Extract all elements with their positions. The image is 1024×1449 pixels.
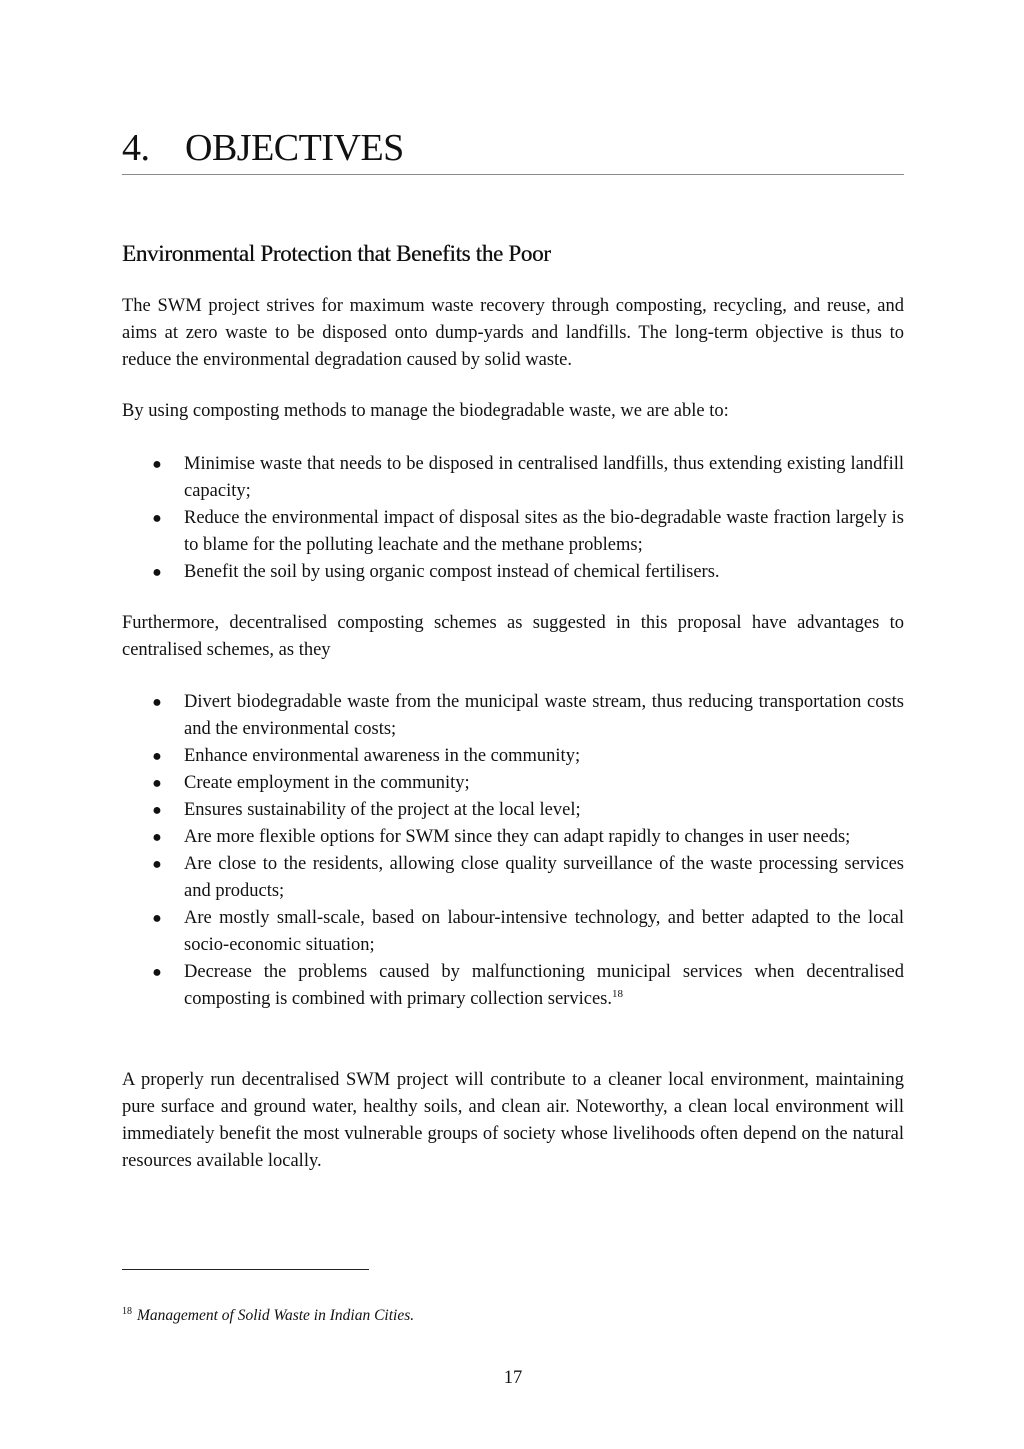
- list-item-text: Benefit the soil by using organic compost instead of chemical fertilisers.: [184, 562, 720, 582]
- list-item: [122, 505, 904, 559]
- list-item-text: Create employment in the community;: [184, 773, 470, 793]
- bullet-icon: ●: [152, 564, 162, 581]
- footnote: [122, 1305, 904, 1327]
- list-item-text: Decrease the problems caused by malfunctioning municipal services when decentralised composting is combined with primary collection services.: [184, 962, 904, 1009]
- list-item: [122, 770, 904, 797]
- list-item-text: Minimise waste that needs to be disposed in centralised landfills, thus extending existing landfill capacity;: [184, 454, 904, 501]
- footnote-reference[interactable]: 18: [611, 987, 623, 1000]
- chapter-title: OBJECTIVES: [185, 127, 404, 169]
- list-item: [122, 451, 904, 505]
- list-item: [122, 559, 904, 586]
- bullet-icon: ●: [152, 829, 162, 846]
- list-item-text: Are mostly small-scale, based on labour-intensive technology, and better adapted to the local socio-economic situation;: [184, 908, 904, 955]
- list-item-text: Are more flexible options for SWM since they can adapt rapidly to changes in user needs;: [184, 827, 851, 847]
- conclusion-paragraph: A properly run decentralised SWM project will contribute to a cleaner local environment, maintaining pure surface and ground water, healthy soils, and clean air. Noteworthy, a clean local environment will immediately benefit the most vulnerable groups of society whose livelihoods often depend on the natural resources available locally.: [122, 1070, 904, 1171]
- section-heading: Environmental Protection that Benefits the Poor: [122, 241, 551, 266]
- page-number: 17: [503, 1368, 523, 1388]
- list-item: [122, 689, 904, 743]
- footnote-text: Management of Solid Waste in Indian Cities.: [137, 1307, 415, 1324]
- composting-benefits-list: [122, 451, 904, 586]
- list-item: [122, 797, 904, 824]
- bullet-icon: ●: [152, 964, 162, 981]
- bullet-icon: ●: [152, 856, 162, 873]
- list-item: [122, 905, 904, 959]
- list-item: [122, 851, 904, 905]
- list-item: [122, 743, 904, 770]
- decentralised-advantages-list: [122, 689, 904, 1013]
- list-item-text: Ensures sustainability of the project at the local level;: [184, 800, 581, 820]
- list-item: [122, 824, 904, 851]
- list-item-text: Reduce the environmental impact of disposal sites as the bio-degradable waste fraction largely is to blame for the polluting leachate and the methane problems;: [184, 508, 904, 555]
- list-item-text: Are close to the residents, allowing close quality surveillance of the waste processing services and products;: [184, 854, 904, 901]
- chapter-heading: [122, 128, 904, 175]
- composting-lead-paragraph: By using composting methods to manage the biodegradable waste, we are able to:: [122, 401, 729, 421]
- bullet-icon: ●: [152, 694, 162, 711]
- bullet-icon: ●: [152, 510, 162, 527]
- bullet-icon: ●: [152, 748, 162, 765]
- list-item-text: Divert biodegradable waste from the municipal waste stream, thus reducing transportation costs and the environmental costs;: [184, 692, 904, 739]
- list-item-text: Enhance environmental awareness in the community;: [184, 746, 581, 766]
- bullet-icon: ●: [152, 456, 162, 473]
- footnote-marker: 18: [122, 1305, 132, 1317]
- chapter-number: 4.: [122, 127, 150, 169]
- decentralised-lead-paragraph: Furthermore, decentralised composting schemes as suggested in this proposal have advantages to centralised schemes, as they: [122, 613, 904, 660]
- footnote-separator: [122, 1269, 369, 1270]
- bullet-icon: ●: [152, 775, 162, 792]
- bullet-icon: ●: [152, 910, 162, 927]
- document-page: [122, 0, 904, 1449]
- list-item: [122, 959, 904, 1013]
- intro-paragraph: The SWM project strives for maximum waste recovery through composting, recycling, and reuse, and aims at zero waste to be disposed onto dump-yards and landfills. The long-term objective is thus to reduce the environmental degradation caused by solid waste.: [122, 296, 904, 370]
- bullet-icon: ●: [152, 802, 162, 819]
